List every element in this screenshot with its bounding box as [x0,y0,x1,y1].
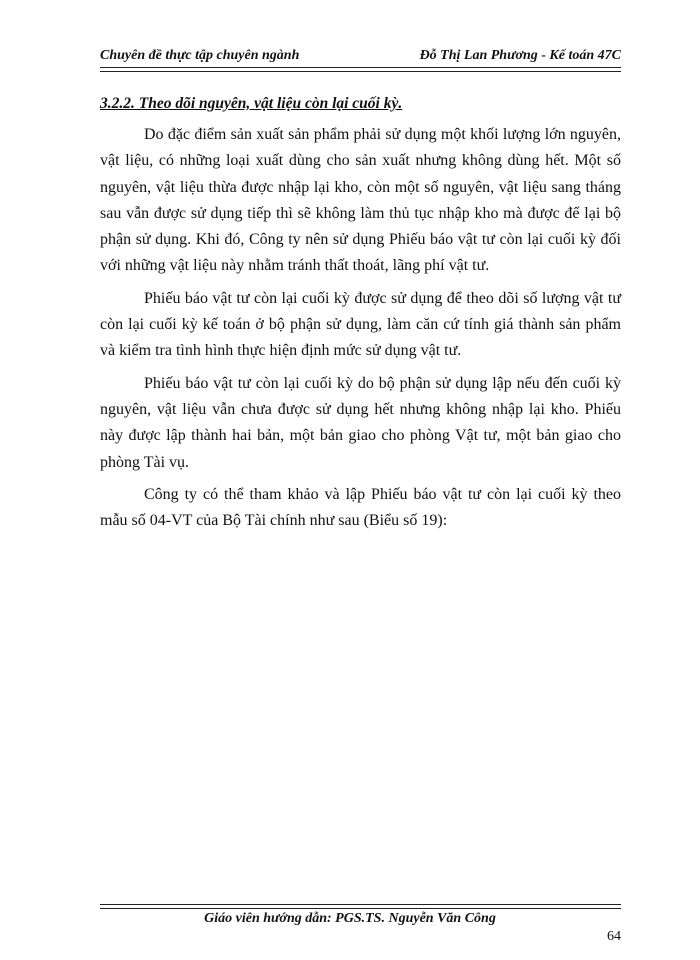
header-course-title: Chuyên đề thực tập chuyên ngành [100,48,300,63]
page-header [100,47,621,65]
paragraph-3: Phiếu báo vật tư còn lại cuối kỳ do bộ phận sử dụng lập nếu đến cuối kỳ nguyên, vật liệu vẫn chưa được sử dụng hết nhưng không nhập lại kho. Phiếu này được lập thành hai bản, một bản giao cho phòng Vật tư, một bản giao cho phòng Tài vụ. [100,374,621,471]
footer-advisor: Giáo viên hướng dẫn: PGS.TS. Nguyễn Văn Công [204,911,496,926]
paragraph-2: Phiếu báo vật tư còn lại cuối kỳ được sử dụng để theo dõi số lượng vật tư còn lại cuối kỳ kế toán ở bộ phận sử dụng, làm căn cứ tính giá thành sản phẩm và kiểm tra tình hình thực hiện định mức sử dụng vật tư. [100,289,621,360]
paragraph-4: Công ty có thể tham khảo và lập Phiếu báo vật tư còn lại cuối kỳ theo mẫu số 04-VT của Bộ Tài chính như sau (Biểu số 19): [100,485,621,530]
header-divider [100,67,621,72]
page-number: 64 [607,929,621,944]
header-author: Đỗ Thị Lan Phương - Kế toán 47C [419,48,621,63]
paragraph-1: Do đặc điểm sản xuất sản phẩm phải sử dụng một khối lượng lớn nguyên, vật liệu, có những loại xuất dùng cho sản xuất nhưng không dùng hết. Một số nguyên, vật liệu thừa được nhập lại kho, còn một số nguyên, vật liệu sang tháng sau vẫn được sử dụng tiếp thì sẽ không làm thủ tục nhập kho mà được để lại bộ phận sử dụng. Khi đó, Công ty nên sử dụng Phiếu báo vật tư còn lại cuối kỳ đối với những vật liệu này nhằm tránh thất thoát, lãng phí vật tư. [100,126,621,275]
footer-divider [100,904,621,909]
body-text [100,122,621,540]
section-heading: 3.2.2. Theo dõi nguyên, vật liệu còn lại cuối kỳ. [100,95,403,112]
